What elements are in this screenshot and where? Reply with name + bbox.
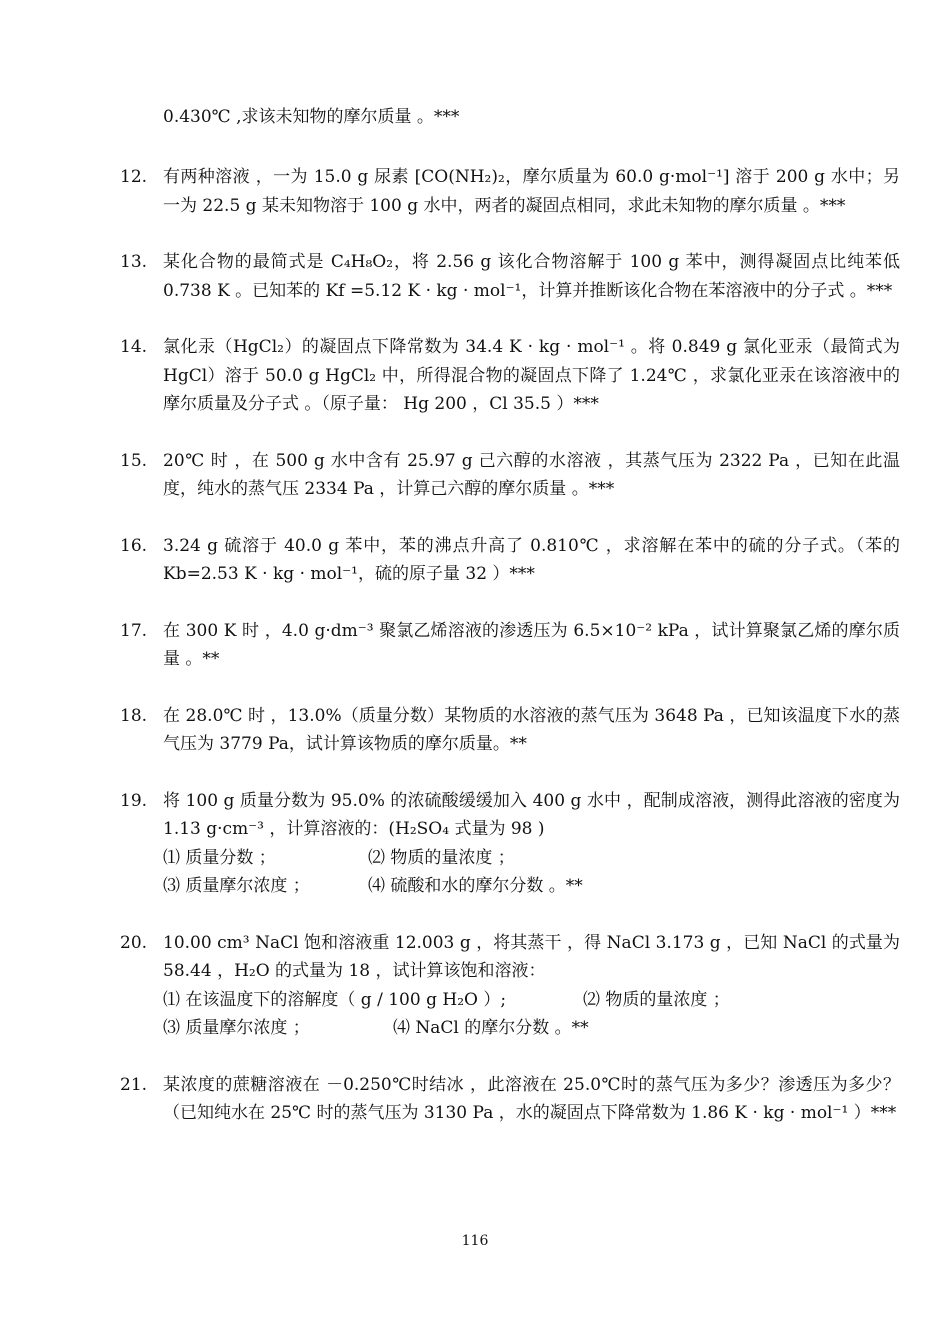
problem-text: 将 100 g 质量分数为 95.0% 的浓硫酸缓缓加入 400 g 水中 ，配制成溶液，测得此溶液的密度为 1.13 g·cm⁻³ ，计算溶液的：(H₂SO₄ 式量为 98 ) — [163, 790, 900, 839]
problem-number: 13. — [120, 252, 148, 272]
sub-questions-row — [163, 872, 900, 901]
sub-question: ⑵ 物质的量浓度 ； — [368, 847, 515, 868]
page-number: 116 — [461, 1233, 489, 1249]
problem-number: 14. — [120, 337, 148, 357]
intro-line: 0.430℃ ,求该未知物的摩尔质量 。*** — [163, 107, 460, 127]
problem-14 — [120, 333, 900, 419]
sub-question: ⑶ 质量摩尔浓度 ； — [163, 876, 310, 896]
problem-text: 20℃ 时 ，在 500 g 水中含有 25.97 g 己六醇的水溶液 ，其蒸气压为 2322 Pa ，已知在此温度，纯水的蒸气压 2334 Pa ，计算己六醇的摩尔质量 。*** — [163, 450, 900, 499]
problem-17 — [120, 617, 900, 674]
problem-text: 在 28.0℃ 时 ，13.0%（质量分数）某物质的水溶液的蒸气压为 3648 Pa ，已知该温度下水的蒸气压为 3779 Pa，试计算该物质的摩尔质量。** — [163, 705, 900, 754]
problem-number: 17. — [120, 620, 148, 641]
problem-list — [120, 163, 900, 1156]
problem-number: 15. — [120, 450, 148, 471]
sub-question: ⑴ 质量分数 ； — [163, 847, 276, 868]
problem-number: 18. — [120, 705, 148, 726]
problem-text: 在 300 K 时 ，4.0 g·dm⁻³ 聚氯乙烯溶液的渗透压为 6.5×10⁻² kPa ，试计算聚氯乙烯的摩尔质量 。** — [163, 620, 900, 669]
sub-question: ⑵ 物质的量浓度 ； — [583, 989, 730, 1010]
sub-question: ⑶ 质量摩尔浓度 ； — [163, 1018, 310, 1038]
problem-16 — [120, 532, 900, 589]
problem-13 — [120, 248, 900, 305]
problem-21 — [120, 1071, 900, 1128]
problem-12 — [120, 163, 900, 220]
problem-number: 21. — [120, 1074, 148, 1095]
problem-text: 有两种溶液 ，一为 15.0 g 尿素 [CO(NH₂)₂，摩尔质量为 60.0 g·mol⁻¹] 溶于 200 g 水中；另一为 22.5 g 某未知物溶于 100 g 水中，两者的凝固点相同，求此未知物的摩尔质量 。*** — [163, 167, 900, 216]
problem-text: 10.00 cm³ NaCl 饱和溶液重 12.003 g ，将其蒸干 ，得 NaCl 3.173 g ，已知 NaCl 的式量为 58.44 ，H₂O 的式量为 18 ，试计算该饱和溶液： — [163, 932, 900, 981]
sub-questions-row — [163, 986, 900, 1015]
problem-number: 20. — [120, 932, 148, 953]
problem-20 — [120, 929, 900, 1043]
sub-question: ⑷ NaCl 的摩尔分数 。** — [393, 1018, 589, 1038]
problem-text: 某化合物的最简式是 C₄H₈O₂，将 2.56 g 该化合物溶解于 100 g 苯中，测得凝固点比纯苯低 0.738 K 。已知苯的 Kf =5.12 K · kg · mol⁻¹，计算并推断该化合物在苯溶液中的分子式 。*** — [163, 252, 900, 301]
problem-number: 16. — [120, 535, 148, 556]
problem-number: 12. — [120, 167, 148, 187]
problem-19 — [120, 787, 900, 901]
problem-15 — [120, 447, 900, 504]
problem-text: 3.24 g 硫溶于 40.0 g 苯中，苯的沸点升高了 0.810℃ ，求溶解在苯中的硫的分子式。（苯的 Kb=2.53 K · kg · mol⁻¹，硫的原子量 32 ）*** — [163, 535, 900, 584]
problem-number: 19. — [120, 790, 148, 811]
problem-18 — [120, 702, 900, 759]
problem-text: 某浓度的蔗糖溶液在 －0.250℃时结冰 ，此溶液在 25.0℃时的蒸气压为多少？渗透压为多少？（已知纯水在 25℃ 时的蒸气压为 3130 Pa ，水的凝固点下降常数为 1.86 K · kg · mol⁻¹ ）*** — [163, 1074, 900, 1123]
sub-question: ⑷ 硫酸和水的摩尔分数 。** — [368, 876, 583, 896]
sub-question: ⑴ 在该温度下的溶解度（ g / 100 g H₂O ）; — [163, 989, 507, 1010]
sub-questions-row — [163, 1014, 900, 1043]
problem-text: 氯化汞（HgCl₂）的凝固点下降常数为 34.4 K · kg · mol⁻¹ 。将 0.849 g 氯化亚汞（最简式为 HgCl）溶于 50.0 g HgCl₂ 中，所得混合物的凝固点下降了 1.24℃ ，求氯化亚汞在该溶液中的摩尔质量及分子式 。（原子量： Hg 200 ，Cl 35.5 ）*** — [163, 337, 900, 414]
sub-questions-row — [163, 844, 900, 873]
